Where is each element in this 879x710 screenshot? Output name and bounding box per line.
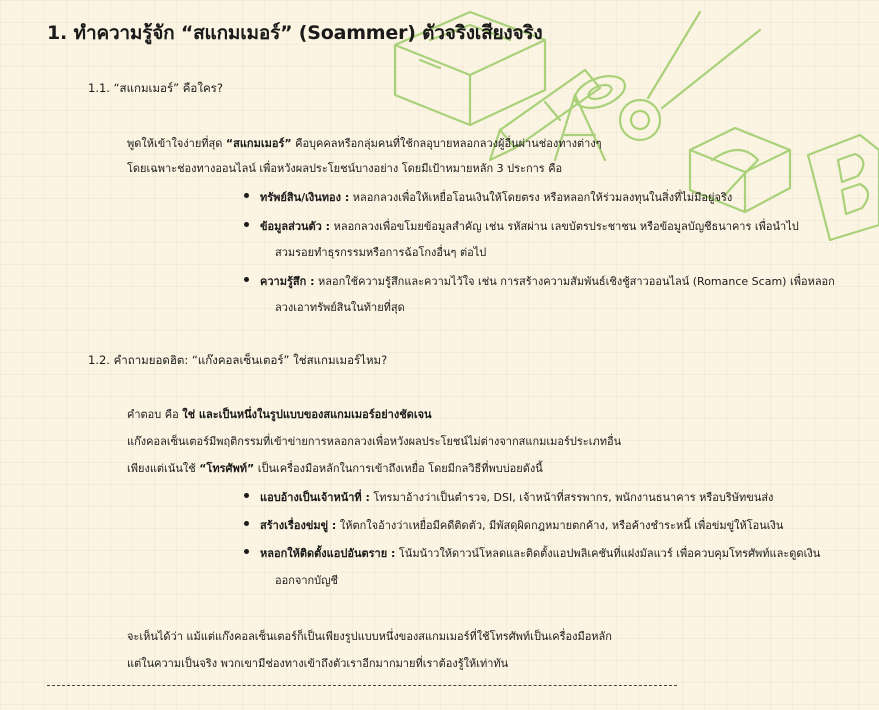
list-item: แอบอ้างเป็นเจ้าหน้าที่ : โทรมาอ้างว่าเป็นตำรวจ, DSI, เจ้าหน้าที่สรรพากร, พนักงานธนาคาร หรือบริษัทขนส่ง: [260, 488, 773, 506]
list-item: สร้างเรื่องข่มขู่ : ให้ตกใจอ้างว่าเหยื่อมีคดีติดตัว, มีพัสดุผิดกฎหมายตกค้าง, หรือค้างชำระหนี้ เพื่อข่มขู่ให้โอนเงิน: [260, 516, 783, 534]
list-item-continuation: ลวงเอาทรัพย์สินในท้ายที่สุด: [275, 301, 405, 314]
list-item: ข้อมูลส่วนตัว : หลอกลวงเพื่อขโมยข้อมูลสำคัญ เช่น รหัสผ่าน เลขบัตรประชาชน หรือข้อมูลบัญชีธนาคาร เพื่อนำไป: [260, 217, 799, 235]
bullet-icon: [244, 277, 249, 282]
section-1-1-title: 1.1. “สแกมเมอร์” คือใคร?: [88, 81, 223, 95]
bullet-icon: [244, 549, 249, 554]
list-item: ทรัพย์สิน/เงินทอง : หลอกลวงเพื่อให้เหยื่อโอนเงินให้โดยตรง หรือหลอกให้ร่วมลงทุนในสิ่งที่ไม่มีอยู่จริง: [260, 188, 732, 206]
page-title: 1. ทำความรู้จัก “สแกมเมอร์” (Soammer) ตัวจริงเสียงจริง: [47, 22, 543, 44]
list-item-continuation: ออกจากบัญชี: [275, 574, 338, 587]
section-1-2-line2: แก๊งคอลเซ็นเตอร์มีพฤติกรรมที่เข้าข่ายการหลอกลวงเพื่อหวังผลประโยชน์ไม่ต่างจากสแกมเมอร์ประเภทอื่น: [127, 435, 622, 448]
section-1-2-line3: เพียงแต่เน้นใช้ “โทรศัพท์” เป็นเครื่องมือหลักในการเข้าถึงเหยื่อ โดยมีกลวิธีที่พบบ่อยดังนี้: [127, 462, 543, 475]
section-1-2-answer: คำตอบ คือ ใช่ และเป็นหนึ่งในรูปแบบของสแกมเมอร์อย่างชัดเจน: [127, 408, 432, 421]
section-1-1-intro: พูดให้เข้าใจง่ายที่สุด “สแกมเมอร์” คือบุคคลหรือกลุ่มคนที่ใช้กลอุบายหลอกลวงผู้อื่นผ่านช่องทางต่างๆ: [127, 137, 602, 150]
list-item: ความรู้สึก : หลอกใช้ความรู้สึกและความไว้ใจ เช่น การสร้างความสัมพันธ์เชิงชู้สาวออนไลน์ (Romance Scam) เพื่อหลอก: [260, 272, 835, 290]
bullet-icon: [244, 521, 249, 526]
closing-line-1: จะเห็นได้ว่า แม้แต่แก๊งคอลเซ็นเตอร์ก็เป็นเพียงรูปแบบหนึ่งของสแกมเมอร์ที่ใช้โทรศัพท์เป็นเครื่องมือหลัก: [127, 630, 612, 643]
list-item: หลอกให้ติดตั้งแอปอันตราย : โน้มน้าวให้ดาวน์โหลดและติดตั้งแอปพลิเคชันที่แฝงมัลแวร์ เพื่อควบคุมโทรศัพท์และดูดเงิน: [260, 544, 820, 562]
dashed-divider: [47, 685, 677, 686]
bullet-icon: [244, 493, 249, 498]
bullet-icon: [244, 193, 249, 198]
section-1-1-intro-line2: โดยเฉพาะช่องทางออนไลน์ เพื่อหวังผลประโยชน์บางอย่าง โดยมีเป้าหมายหลัก 3 ประการ คือ: [127, 162, 563, 175]
list-item-continuation: สวมรอยทำธุรกรรมหรือการฉ้อโกงอื่นๆ ต่อไป: [275, 246, 487, 259]
closing-line-2: แต่ในความเป็นจริง พวกเขามีช่องทางเข้าถึงตัวเราอีกมากมายที่เราต้องรู้ให้เท่าทัน: [127, 657, 509, 670]
section-1-2-title: 1.2. คำถามยอดฮิต: “แก๊งคอลเซ็นเตอร์” ใช่สแกมเมอร์ไหม?: [88, 353, 388, 367]
bullet-icon: [244, 222, 249, 227]
